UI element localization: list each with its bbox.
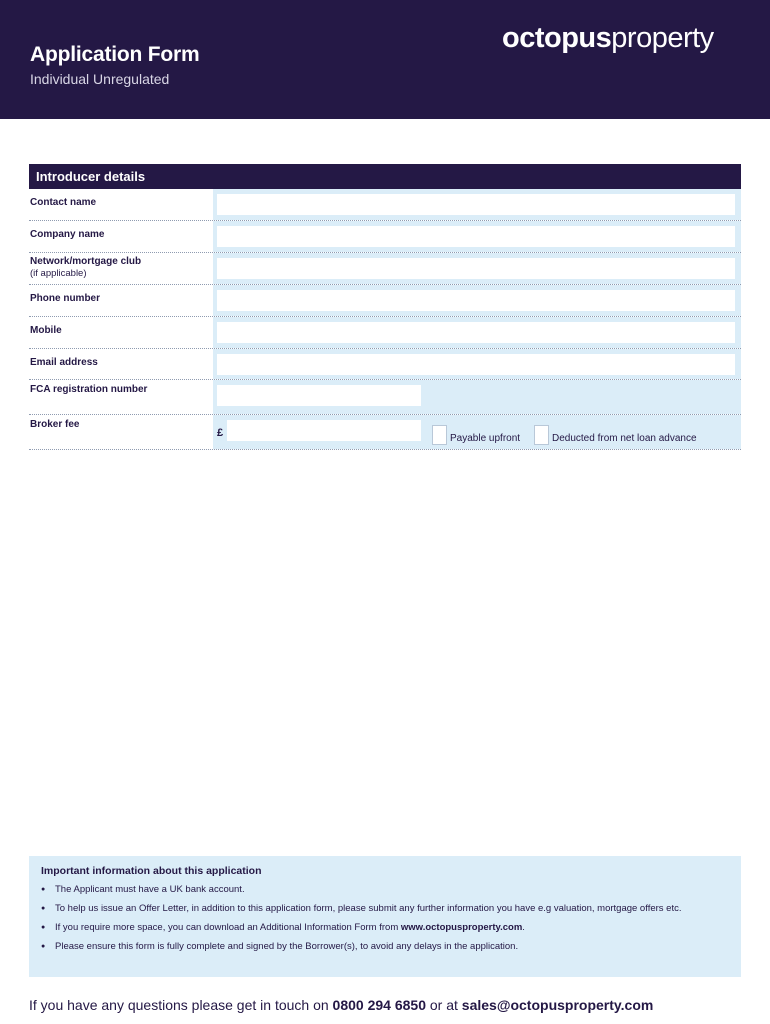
network-club-label: Network/mortgage club	[30, 256, 142, 267]
page-title: Application Form	[30, 43, 200, 66]
mobile-row	[29, 317, 741, 349]
phone-number-label: Phone number	[29, 285, 213, 316]
deducted-from-loan-label: Deducted from net loan advance	[552, 433, 697, 444]
broker-fee-row	[29, 415, 741, 450]
email-address-label: Email address	[29, 349, 213, 379]
info-title: Important information about this application	[41, 865, 262, 877]
email-address-row	[29, 349, 741, 380]
network-club-input[interactable]	[217, 258, 735, 279]
broker-fee-input[interactable]	[227, 420, 421, 441]
company-name-label: Company name	[29, 221, 213, 252]
payable-upfront-checkbox[interactable]	[432, 425, 447, 445]
email-address-input[interactable]	[217, 354, 735, 375]
fca-registration-input[interactable]	[217, 385, 421, 406]
network-club-note: (if applicable)	[30, 268, 87, 279]
info-item: ● To help us issue an Offer Letter, in addition to this application form, please submit any further information you have e.g valuation, mortgage offers etc.	[41, 903, 741, 915]
currency-symbol: £	[217, 427, 224, 439]
contact-name-label: Contact name	[29, 189, 213, 220]
info-item: ● Please ensure this form is fully complete and signed by the Borrower(s), to avoid any delays in the application.	[41, 941, 741, 953]
octopus-property-logo	[502, 22, 714, 55]
contact-name-input[interactable]	[217, 194, 735, 215]
footer-text: If you have any questions please get in touch on	[29, 997, 333, 1013]
payable-upfront-label: Payable upfront	[450, 433, 521, 444]
mobile-label: Mobile	[29, 317, 213, 348]
broker-fee-label: Broker fee	[29, 415, 213, 449]
page-subtitle: Individual Unregulated	[30, 71, 170, 87]
contact-footer	[29, 997, 653, 1013]
website-link[interactable]: www.octopusproperty.com	[400, 922, 523, 933]
logo-light-text: property	[611, 22, 714, 54]
logo-bold-text: octopus	[502, 22, 612, 54]
info-item	[41, 922, 741, 934]
company-name-input[interactable]	[217, 226, 735, 247]
info-item-text-end: .	[522, 922, 525, 933]
footer-email[interactable]: sales@octopusproperty.com	[461, 997, 654, 1013]
footer-phone[interactable]: 0800 294 6850	[332, 997, 426, 1013]
info-item-text: If you require more space, you can download an Additional Information Form from	[55, 922, 401, 933]
mobile-input[interactable]	[217, 322, 735, 343]
important-information-box	[29, 856, 741, 977]
deducted-from-loan-checkbox[interactable]	[534, 425, 549, 445]
network-club-label-group	[29, 253, 213, 284]
section-title: Introducer details	[29, 164, 741, 189]
network-club-row	[29, 253, 741, 285]
page-header	[0, 0, 770, 119]
company-name-row	[29, 221, 741, 253]
footer-text-mid: or at	[425, 997, 462, 1013]
info-list	[41, 884, 741, 953]
phone-number-input[interactable]	[217, 290, 735, 311]
introducer-details-section	[29, 164, 741, 450]
info-item: ● The Applicant must have a UK bank account.	[41, 884, 741, 896]
fca-registration-row	[29, 380, 741, 415]
phone-number-row	[29, 285, 741, 317]
contact-name-row	[29, 189, 741, 221]
fca-registration-label: FCA registration number	[29, 380, 213, 414]
